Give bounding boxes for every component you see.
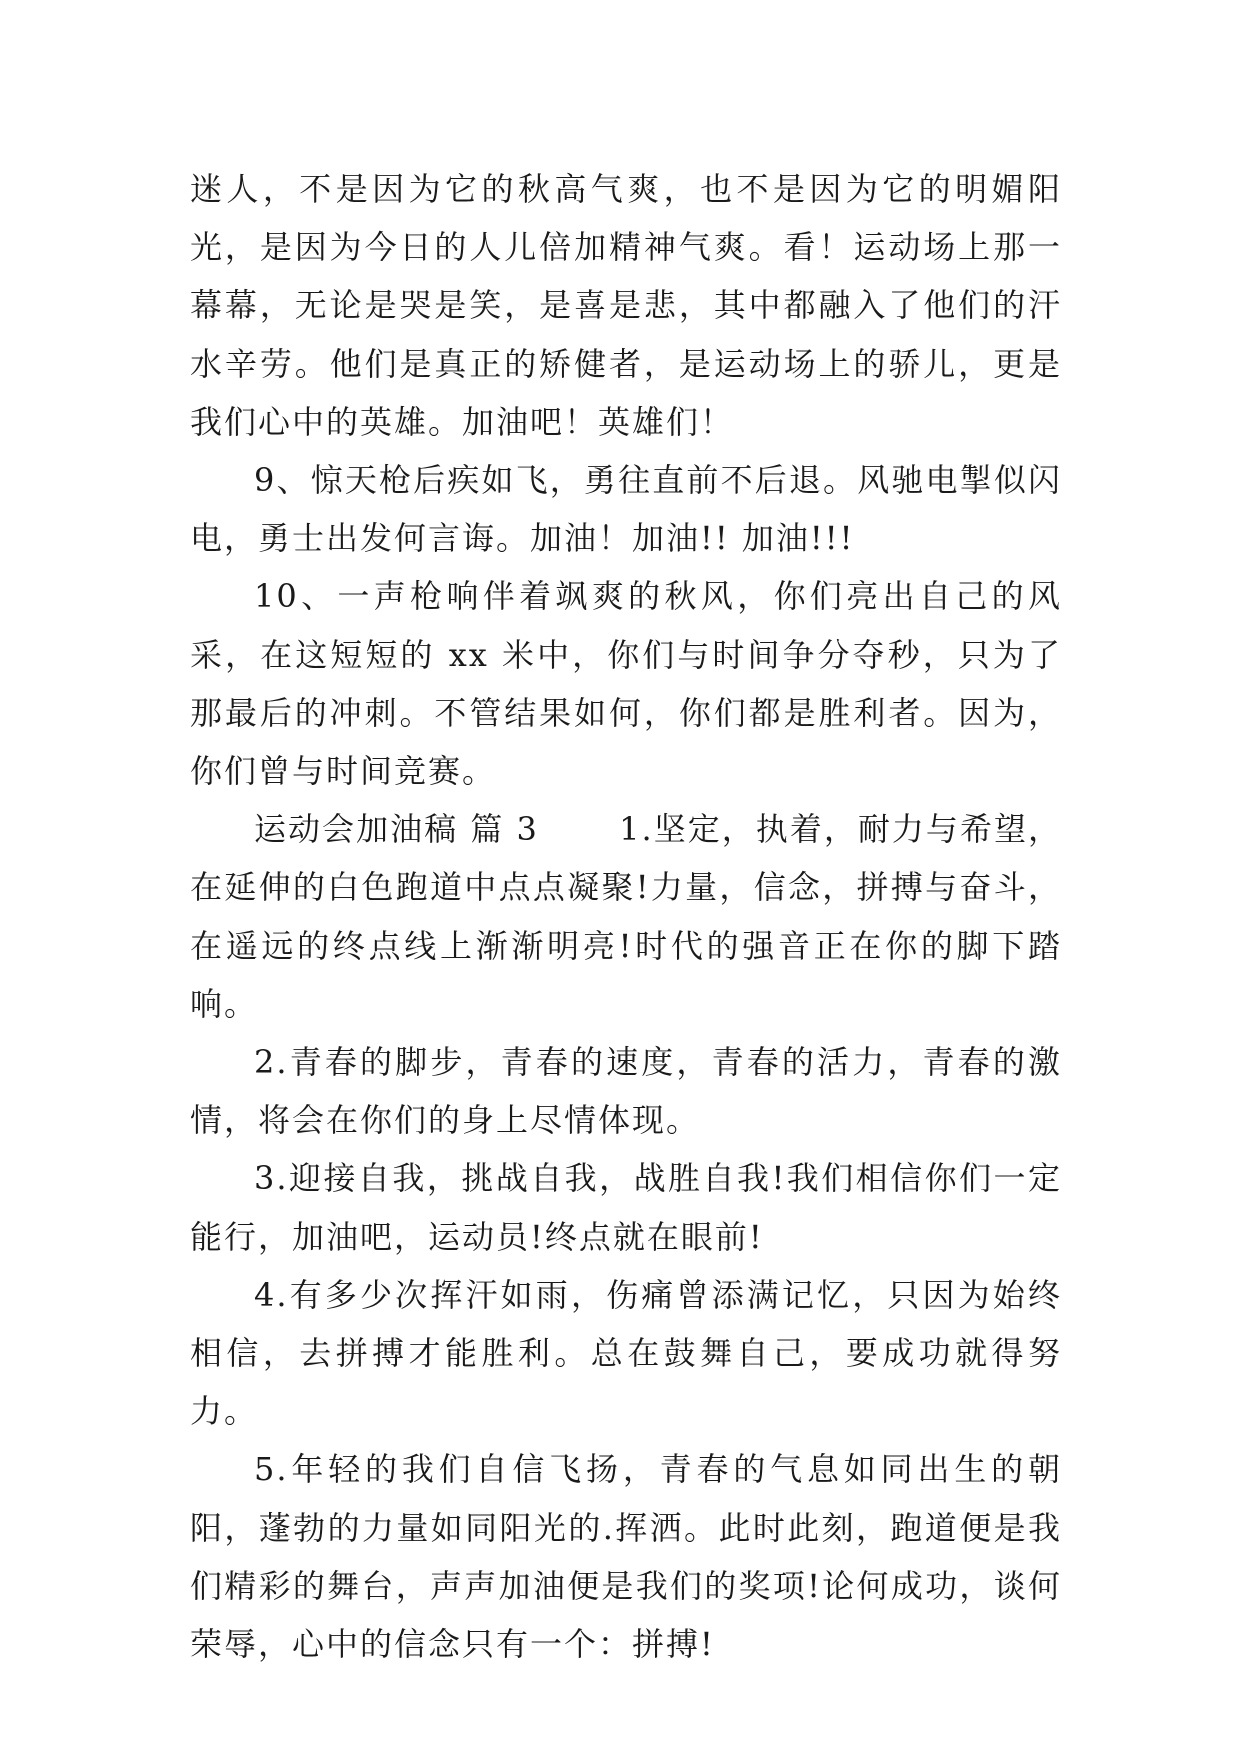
- paragraph-2: 9、惊天枪后疾如飞，勇往直前不后退。风驰电掣似闪电，勇士出发何言诲。加油！加油!! 加油!!!: [190, 461, 1062, 558]
- document-body: [190, 160, 1062, 1673]
- paragraph-3: 10、一声枪响伴着飒爽的秋风，你们亮出自己的风采，在这短短的 xx 米中，你们与时间争分夺秒，只为了那最后的冲刺。不管结果如何，你们都是胜利者。因为，你们曾与时间竞赛。: [190, 577, 1062, 791]
- paragraph-8: 5.年轻的我们自信飞扬，青春的气息如同出生的朝阳，蓬勃的力量如同阳光的.挥洒。此时此刻，跑道便是我们精彩的舞台，声声加油便是我们的奖项!论何成功，谈何荣辱，心中的信念只有一个：拼搏!: [190, 1450, 1062, 1664]
- paragraph-7: 4.有多少次挥汗如雨，伤痛曾添满记忆，只因为始终相信，去拼搏才能胜利。总在鼓舞自己，要成功就得努力。: [190, 1275, 1062, 1431]
- paragraph-6: 3.迎接自我，挑战自我，战胜自我!我们相信你们一定能行，加油吧，运动员!终点就在眼前!: [190, 1159, 1062, 1256]
- paragraph-4: 运动会加油稿 篇 3 1.坚定，执着，耐力与希望，在延伸的白色跑道中点点凝聚!力量，信念，拼搏与奋斗，在遥远的终点线上渐渐明亮!时代的强音正在你的脚下踏响。: [190, 810, 1062, 1023]
- paragraph-1: 迷人，不是因为它的秋高气爽，也不是因为它的明媚阳光，是因为今日的人儿倍加精神气爽。看！运动场上那一幕幕，无论是哭是笑，是喜是悲，其中都融入了他们的汗水辛劳。他们是真正的矫健者，是运动场上的骄儿，更是我们心中的英雄。加油吧！英雄们！: [190, 170, 1062, 441]
- paragraph-5: 2.青春的脚步，青春的速度，青春的活力，青春的激情，将会在你们的身上尽情体现。: [190, 1043, 1062, 1140]
